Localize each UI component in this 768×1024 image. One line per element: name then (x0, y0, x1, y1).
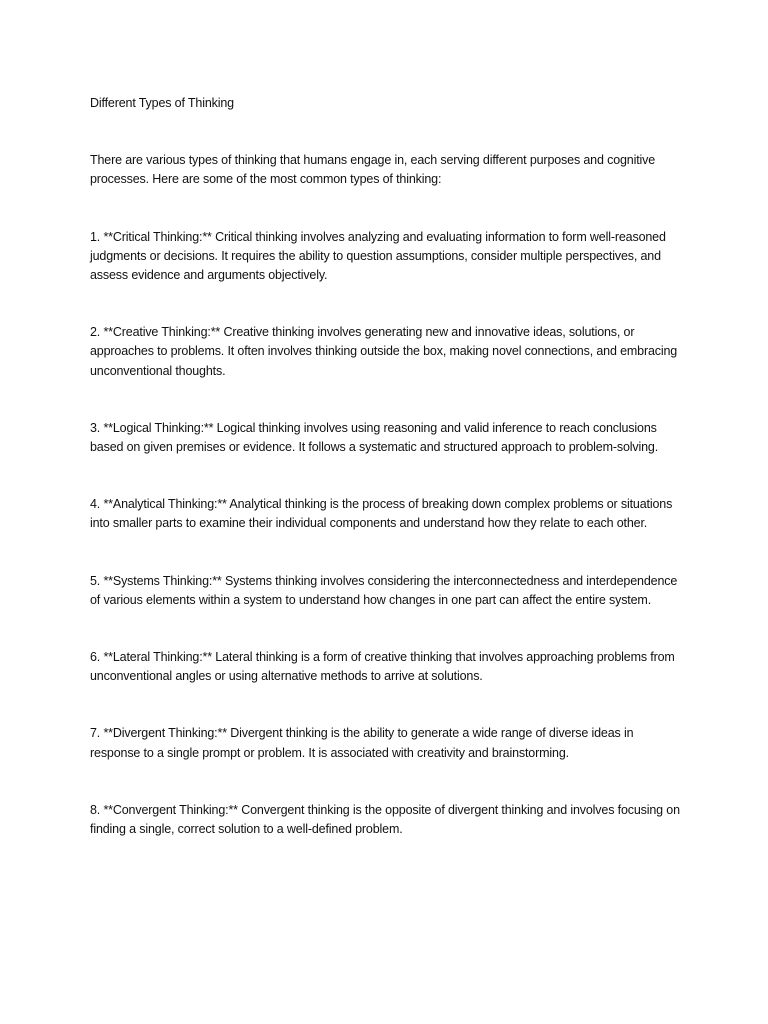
intro-paragraph: There are various types of thinking that humans engage in, each serving different purposes and cognitive processes. Here are some of the most common types of thinking: (90, 153, 656, 187)
list-item-lateral-thinking: 6. **Lateral Thinking:** Lateral thinking is a form of creative thinking that involves approaching problems from unconventional angles or using alternative methods to arrive at solutions. (90, 650, 675, 684)
list-item-creative-thinking: 2. **Creative Thinking:** Creative thinking involves generating new and innovative ideas, solutions, or approaches to problems. It often involves thinking outside the box, making novel connections, and embracing unconventional thoughts. (90, 325, 678, 378)
document-title: Different Types of Thinking (90, 96, 234, 110)
list-item-divergent-thinking: 7. **Divergent Thinking:** Divergent thinking is the ability to generate a wide range of diverse ideas in response to a single prompt or problem. It is associated with creativity and brainstorming. (90, 726, 634, 760)
list-item-convergent-thinking: 8. **Convergent Thinking:** Convergent thinking is the opposite of divergent thinking and involves focusing on finding a single, correct solution to a well-defined problem. (90, 802, 680, 837)
list-item-analytical-thinking: 4. **Analytical Thinking:** Analytical thinking is the process of breaking down complex problems or situations into smaller parts to examine their individual components and understand how they relate to each other. (90, 497, 673, 531)
list-item-systems-thinking: 5. **Systems Thinking:** Systems thinking involves considering the interconnectedness and interdependence of various elements within a system to understand how changes in one part can affect the entire system. (90, 573, 678, 607)
list-item-critical-thinking: 1. **Critical Thinking:** Critical thinking involves analyzing and evaluating information to form well-reasoned judgments or decisions. It requires the ability to question assumptions, consider multiple perspectives, and assess evidence and arguments objectively. (90, 229, 666, 283)
list-item-logical-thinking: 3. **Logical Thinking:** Logical thinking involves using reasoning and valid inference to reach conclusions based on given premises or evidence. It follows a systematic and structured approach to problem-solving. (90, 420, 659, 455)
document-body (90, 94, 680, 839)
